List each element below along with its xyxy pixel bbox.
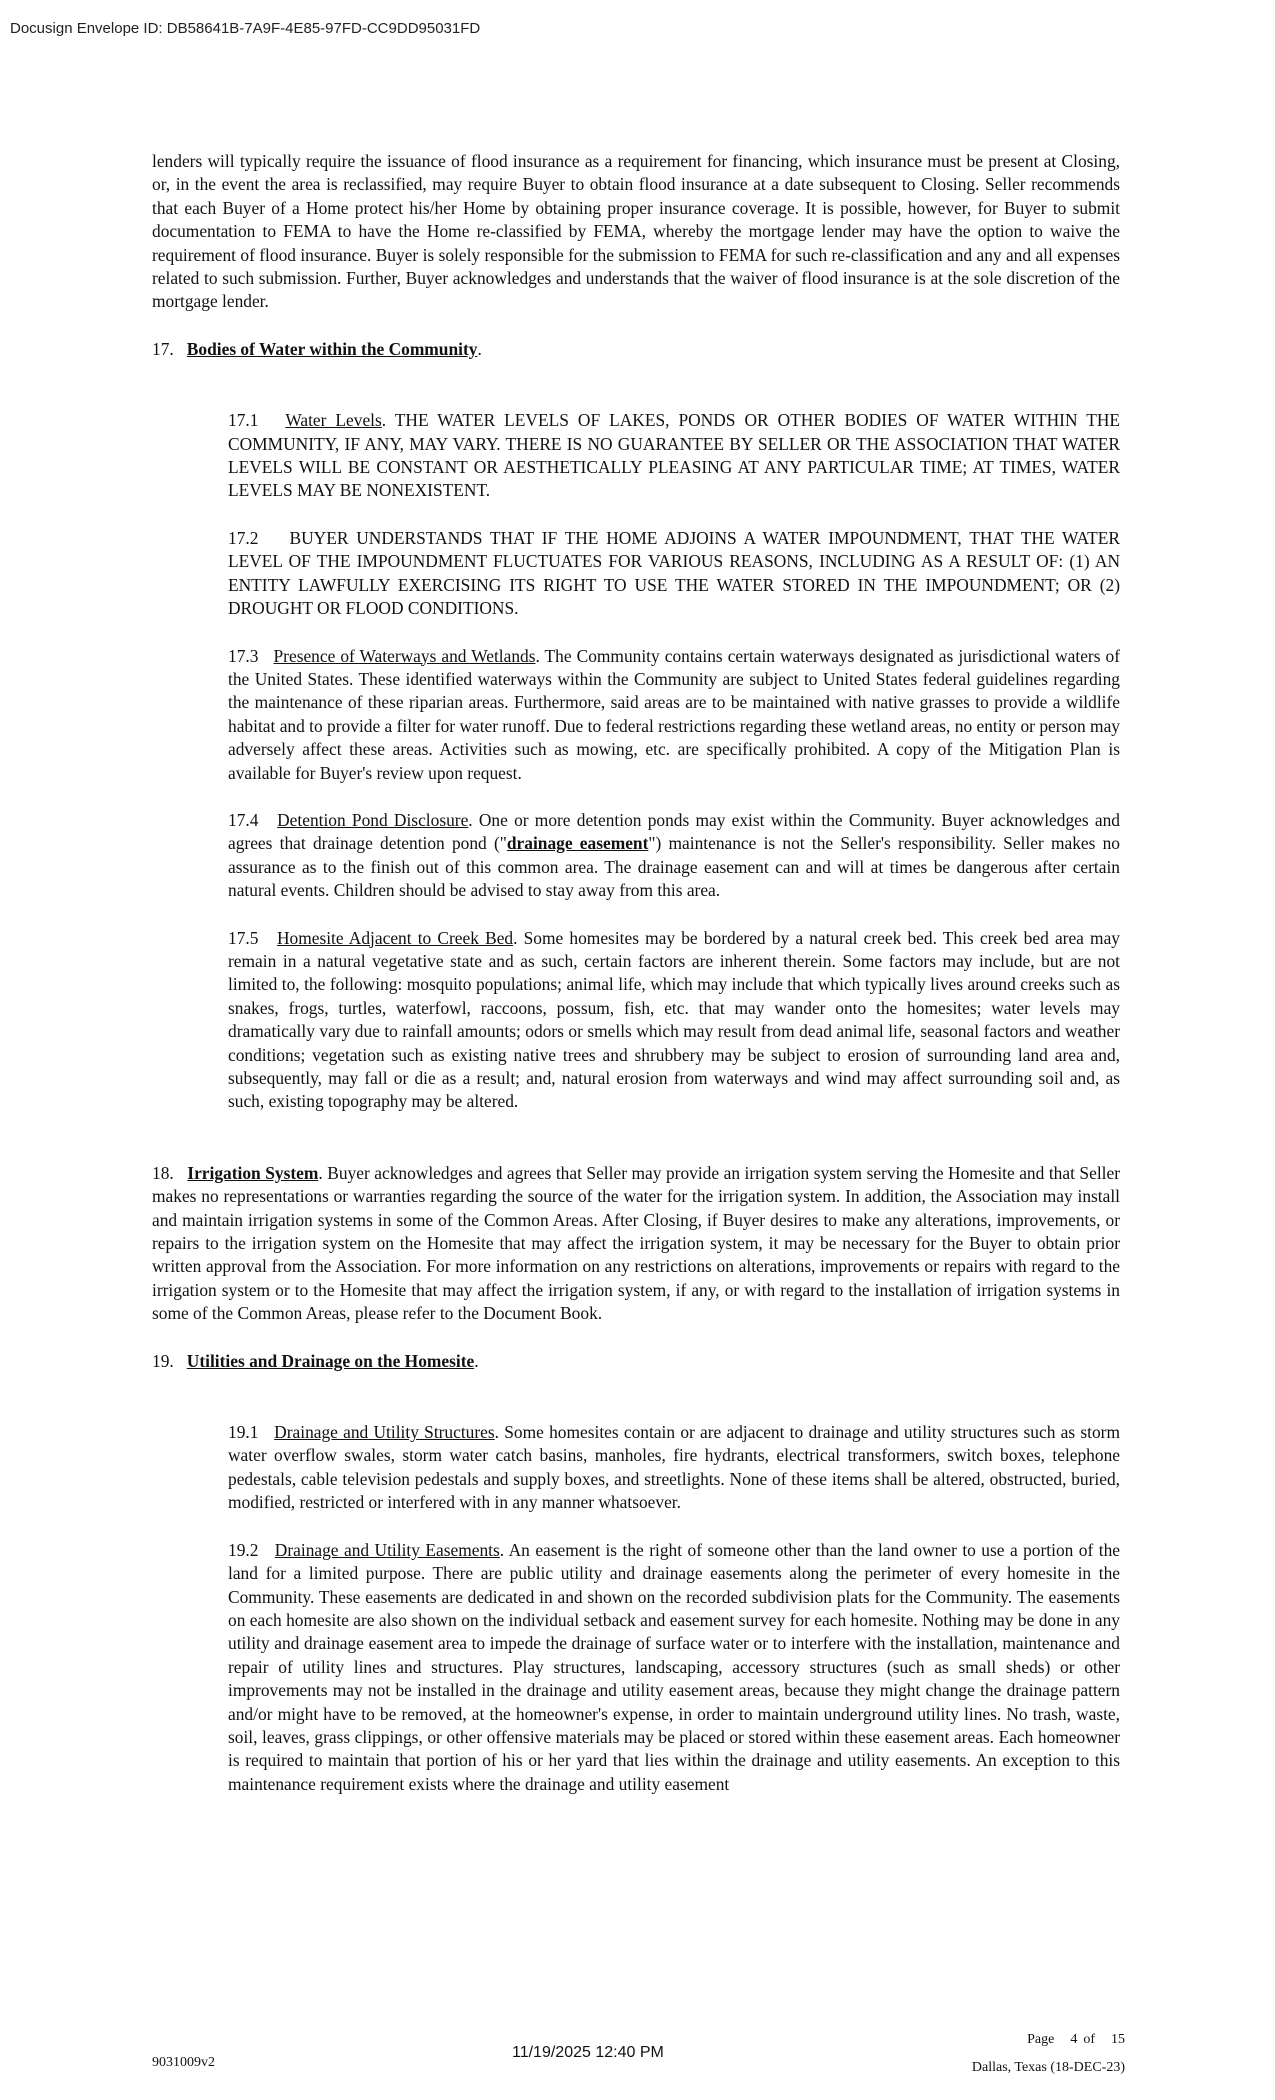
subsection-17-2-text: BUYER UNDERSTANDS THAT IF THE HOME ADJOINS A WATER IMPOUNDMENT, THAT THE WATER LEVEL OF THE IMPOUNDMENT FLUCTUATES FOR VARIOUS REASONS, INCLUDING AS A RESULT OF: (1) AN ENTITY LAWFULLY EXERCISING ITS RIGHT TO USE THE WATER STORED IN THE IMPOUNDMENT; OR (2) DROUGHT OR FLOOD CONDITIONS. [228, 527, 1121, 619]
section-19-number: 19. [152, 1350, 174, 1371]
subsection-17-4-text-a: . One or more detention ponds may exist within the Community. Buyer acknowledges and agrees that drainage detention pond (" [228, 809, 1120, 854]
subsection-17-2-number: 17.2 [228, 527, 259, 548]
subsection-17-3-text: . The Community contains certain waterways designated as jurisdictional waters of the United States. These identified waterways within the Community are subject to United States federal guidelines regarding the maintenance of these riparian areas. Furthermore, said areas are to be maintained with native grasses to provide a wildlife habitat and to provide a filter for water runoff. Due to federal restrictions regarding these wetland areas, no entity or person may adversely affect these areas. Activities such as mowing, etc. are specifically prohibited. A copy of the Mitigation Plan is available for Buyer's review upon request. [228, 645, 1121, 783]
subsection-17-3-number: 17.3 [228, 645, 259, 666]
intro-paragraph: lenders will typically require the issuance of flood insurance as a requirement for financing, which insurance must be present at Closing, or, in the event the area is reclassified, may require Buyer to obtain flood insurance at a date subsequent to Closing. Seller recommends that each Buyer of a Home protect his/her Home by obtaining proper insurance coverage. It is possible, however, for Buyer to submit documentation to FEMA to have the Home re-classified by FEMA, whereby the mortgage lender may have the option to waive the requirement of flood insurance. Buyer is solely responsible for the submission to FEMA for such re-classification and any and all expenses related to such submission. Further, Buyer acknowledges and understands that the waiver of flood insurance is at the sole discretion of the mortgage lender. [152, 151, 1120, 312]
section-18-title: Irrigation System [187, 1162, 319, 1183]
subsection-17-4 [152, 809, 1120, 903]
subsection-19-1-number: 19.1 [228, 1422, 259, 1443]
footer-doc-id: 9031009v2 [152, 2055, 215, 2070]
subsection-17-2 [152, 527, 1120, 621]
subsection-17-3 [152, 645, 1120, 785]
subsection-17-1-text: . THE WATER LEVELS OF LAKES, PONDS OR OTHER BODIES OF WATER WITHIN THE COMMUNITY, IF ANY, MAY VARY. THERE IS NO GUARANTEE BY SELLER OR THE ASSOCIATION THAT WATER LEVELS WILL BE CONSTANT OR AESTHETICALLY PLEASING AT ANY PARTICULAR TIME; AT TIMES, WATER LEVELS MAY BE NONEXISTENT. [228, 410, 1120, 501]
subsection-17-4-title: Detention Pond Disclosure [277, 809, 469, 830]
subsection-19-1-title: Drainage and Utility Structures [274, 1422, 495, 1443]
subsection-19-2 [152, 1539, 1120, 1796]
section-17-number: 17. [152, 338, 174, 359]
subsection-17-4-number: 17.4 [228, 809, 259, 830]
section-19-title-end: . [474, 1350, 479, 1371]
subsection-19-2-number: 19.2 [228, 1539, 259, 1560]
subsection-17-5-text: . Some homesites may be bordered by a natural creek bed. This creek bed area may remain in a natural vegetative state and as such, certain factors are inherent therein. Some factors may include, but are not limited to, the following: mosquito populations; animal life, which may include that which typically lives around creeks such as snakes, frogs, turtles, waterfowl, raccoons, possum, fish, etc. that may wander onto the homesites; water levels may dramatically vary due to rainfall amounts; odors or smells which may result from dead animal life, seasonal factors and weather conditions; vegetation such as existing native trees and shrubbery may be subject to erosion of surrounding land area and, subsequently, may fall or die as a result; and, natural erosion from waterways and wind may affect surrounding soil and, as such, existing topography may be altered. [228, 927, 1120, 1112]
subsection-19-1 [152, 1421, 1120, 1515]
subsection-17-5-number: 17.5 [228, 927, 259, 948]
page-number [972, 2026, 1125, 2054]
page-current: 4 [1070, 2032, 1078, 2047]
subsection-17-4-text-b: ") maintenance is not the Seller's responsibility. Seller makes no assurance as to the finish out of this common area. The drainage easement can and will at times be dangerous after certain natural events. Children should be advised to stay away from this area. [228, 833, 1120, 901]
subsection-17-3-title: Presence of Waterways and Wetlands [273, 645, 536, 666]
subsection-19-2-title: Drainage and Utility Easements [274, 1539, 500, 1560]
subsection-17-1-number: 17.1 [228, 410, 259, 431]
footer-right-block [972, 2026, 1125, 2082]
section-19-title: Utilities and Drainage on the Homesite [186, 1350, 475, 1371]
subsection-17-5-title: Homesite Adjacent to Creek Bed [276, 927, 514, 948]
section-19-heading [152, 1350, 1120, 1373]
subsection-17-1 [152, 409, 1120, 503]
section-17-title-end: . [477, 338, 482, 359]
footer-timestamp: 11/19/2025 12:40 PM [512, 2044, 664, 2061]
subsection-19-2-text: . An easement is the right of someone other than the land owner to use a portion of the land for a limited purpose. There are public utility and drainage easements along the perimeter of every homesite in the Community. These easements are dedicated in and shown on the recorded subdivision plats for the Community. The easements on each homesite are also shown on the individual setback and easement survey for each homesite. Nothing may be done in any utility and drainage easement area to impede the drainage of surface water or to interfere with the installation, maintenance and repair of utility lines and structures. Play structures, landscaping, accessory structures (such as small sheds) or other improvements may not be installed in the drainage and utility easement areas, because they might change the drainage pattern and/or might have to be removed, at the homeowner's expense, in order to maintain underground utility lines. No trash, waste, soil, leaves, grass clippings, or other offensive materials may be placed or stored within these easement areas. Each homeowner is required to maintain that portion of his or her yard that lies within the drainage and utility easements. An exception to this maintenance requirement exists where the drainage and utility easement [228, 1539, 1120, 1794]
envelope-id: Docusign Envelope ID: DB58641B-7A9F-4E85-97FD-CC9DD95031FD [10, 20, 481, 37]
subsection-19-1-text: . Some homesites contain or are adjacent to drainage and utility structures such as storm water overflow swales, storm water catch basins, manholes, fire hydrants, electrical transformers, switch boxes, telephone pedestals, cable television pedestals and supply boxes, and streetlights. None of these items shall be altered, obstructed, buried, modified, restricted or interfered with in any manner whatsoever. [228, 1422, 1120, 1513]
section-18-number: 18. [152, 1162, 174, 1183]
page-label: Page [1027, 2032, 1055, 2047]
section-17-heading [152, 338, 1120, 361]
section-18-text: . Buyer acknowledges and agrees that Seller may provide an irrigation system serving the Homesite and that Seller makes no representations or warranties regarding the source of the water for the irrigation system. In addition, the Association may install and maintain irrigation systems in some of the Common Areas. After Closing, if Buyer desires to make any alterations, improvements, or repairs to the irrigation system on the Homesite that may affect the irrigation system, it may be necessary for the Buyer to obtain prior written approval from the Association. For more information on any restrictions on alterations, improvements or repairs with regard to the irrigation system or to the Homesite that may affect the irrigation system, if any, or with regard to the installation of irrigation systems in some of the Common Areas, please refer to the Document Book. [152, 1162, 1120, 1324]
subsection-17-1-title: Water Levels [285, 410, 382, 431]
defined-term-drainage-easement: drainage easement [506, 833, 649, 854]
section-17-title: Bodies of Water within the Community [186, 338, 478, 359]
subsection-17-5 [152, 927, 1120, 1114]
footer-location: Dallas, Texas (18-DEC-23) [971, 2060, 1125, 2075]
page-total: 15 [1111, 2032, 1125, 2047]
section-18 [152, 1162, 1120, 1326]
document-body [152, 150, 1120, 1796]
page-of: of [1083, 2032, 1095, 2047]
